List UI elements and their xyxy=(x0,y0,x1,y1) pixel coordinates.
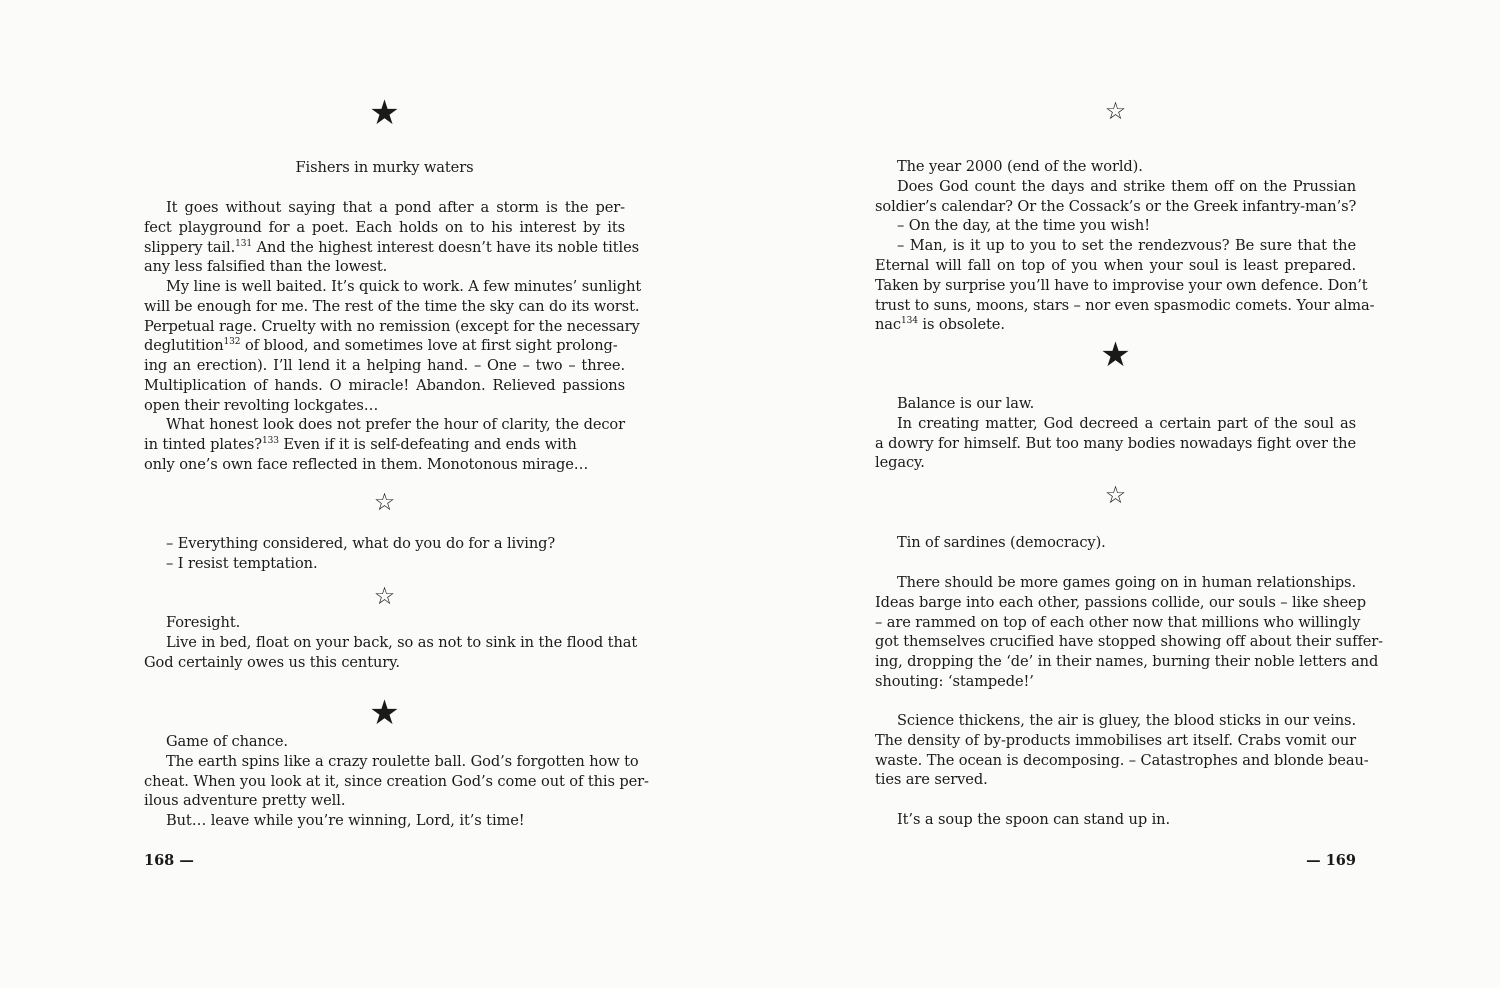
text-line: There should be more games going on in human relationships. xyxy=(897,574,1356,591)
hollow-star-ornament: ☆ xyxy=(1104,481,1127,509)
text-line xyxy=(144,238,639,258)
game-of-chance-block xyxy=(144,732,649,831)
balance-block xyxy=(875,394,1356,473)
dialogue-block xyxy=(144,534,625,574)
text-line: ing, dropping the ‘de’ in their names, burning their noble letters and xyxy=(875,653,1379,671)
text-line: will be enough for me. The rest of the time the sky can do its worst. xyxy=(144,297,640,315)
text-line: God certainly owes us this century. xyxy=(144,653,400,671)
text-line: ing an erection). I’ll lend it a helping hand. – One – two – three. xyxy=(144,357,625,375)
section-title xyxy=(144,158,625,178)
text-line: – I resist temptation. xyxy=(166,554,318,572)
text-line: – Everything considered, what do you do for a living? xyxy=(166,535,556,552)
paragraph-3 xyxy=(144,415,625,474)
solid-star-ornament: ★ xyxy=(369,693,400,733)
text-line: a dowry for himself. But too many bodies nowadays fight over the xyxy=(875,434,1356,452)
hollow-star-ornament: ☆ xyxy=(373,488,396,516)
text-line: It’s a soup the spoon can stand up in. xyxy=(897,811,1171,828)
foresight-block xyxy=(144,613,638,672)
text-line xyxy=(144,435,625,455)
paragraph-1 xyxy=(144,198,639,277)
footnote-ref: 133 xyxy=(261,435,279,446)
paragraph-2 xyxy=(144,277,642,416)
text-line: Live in bed, float on your back, so as not to sink in the flood that xyxy=(166,633,638,651)
text-line: legacy. xyxy=(875,454,925,472)
text-line: waste. The ocean is decomposing. – Catastrophes and blonde beau- xyxy=(875,751,1369,769)
text-line: soldier’s calendar? Or the Cossack’s or the Greek infantry-man’s? xyxy=(875,197,1357,215)
page-number: 168 — xyxy=(144,852,194,869)
text-line: Eternal will fall on top of you when your soul is least prepared. xyxy=(875,256,1356,274)
text-line: trust to suns, moons, stars – nor even spasmodic comets. Your alma- xyxy=(875,296,1375,314)
text-line: only one’s own face reflected in them. Monotonous mirage… xyxy=(144,455,589,473)
text-line: The earth spins like a crazy roulette ball. God’s forgotten how to xyxy=(166,752,639,770)
year-2000-block xyxy=(875,157,1375,335)
solid-star-ornament: ★ xyxy=(1100,335,1131,375)
text-span: in tinted plates? xyxy=(144,435,262,453)
text-line: Balance is our law. xyxy=(897,395,1035,412)
text-span: deglutition xyxy=(144,337,224,355)
text-line: The year 2000 (end of the world). xyxy=(897,158,1143,175)
hollow-star-ornament: ☆ xyxy=(373,582,396,610)
text-span: And the highest interest doesn’t have its noble titles xyxy=(252,238,639,256)
text-line: The density of by-products immobilises art itself. Crabs vomit our xyxy=(875,731,1356,749)
text-line: Tin of sardines (democracy). xyxy=(897,534,1106,551)
text-line: – On the day, at the time you wish! xyxy=(897,217,1150,235)
text-span: Even if it is self-defeating and ends with xyxy=(278,435,577,453)
section-title-text: Fishers in murky waters xyxy=(295,159,474,176)
footnote-ref: 132 xyxy=(223,337,241,348)
text-line: Foresight. xyxy=(166,614,241,631)
text-line: But… leave while you’re winning, Lord, it’s time! xyxy=(166,812,525,830)
sardines-paragraph-2 xyxy=(875,711,1369,790)
text-line: ties are served. xyxy=(875,771,988,789)
text-line: cheat. When you look at it, since creation God’s come out of this per- xyxy=(144,772,649,790)
text-line: ilous adventure pretty well. xyxy=(144,792,346,810)
text-line: In creating matter, God decreed a certain part of the soul as xyxy=(897,414,1356,432)
text-line: My line is well baited. It’s quick to work. A few minutes’ sunlight xyxy=(166,278,642,295)
text-line: Taken by surprise you’ll have to improvise your own defence. Don’t xyxy=(875,276,1368,294)
text-line: Ideas barge into each other, passions collide, our souls – like sheep xyxy=(875,593,1366,611)
text-line: Does God count the days and strike them off on the Prussian xyxy=(897,177,1356,195)
text-line: shouting: ‘stampede!’ xyxy=(875,672,1034,690)
footnote-ref: 131 xyxy=(235,238,253,249)
text-line: What honest look does not prefer the hour of clarity, the decor xyxy=(166,416,625,433)
text-line: any less falsified than the lowest. xyxy=(144,258,388,276)
sardines-paragraph-1 xyxy=(875,573,1384,692)
text-line: got themselves crucified have stopped showing off about their suffer- xyxy=(875,633,1384,651)
hollow-star-ornament: ☆ xyxy=(1104,97,1127,125)
text-span: of blood, and sometimes love at first sight prolong- xyxy=(240,337,618,355)
footnote-ref: 134 xyxy=(900,316,918,327)
text-line: Multiplication of hands. O miracle! Abandon. Relieved passions xyxy=(144,376,625,394)
text-line: – are rammed on top of each other now that millions who willingly xyxy=(875,613,1361,631)
text-line: open their revolting lockgates… xyxy=(144,396,379,414)
solid-star-ornament: ★ xyxy=(369,93,400,133)
text-span: is obsolete. xyxy=(917,316,1005,334)
text-line: fect playground for a poet. Each holds on to his interest by its xyxy=(144,218,625,236)
text-line: Perpetual rage. Cruelty with no remission (except for the necessary xyxy=(144,317,640,335)
text-line: – Man, is it up to you to set the rendezvous? Be sure that the xyxy=(897,237,1356,255)
text-line: Science thickens, the air is gluey, the blood sticks in our veins. xyxy=(897,712,1356,729)
text-line xyxy=(875,315,1356,335)
sardines-paragraph-3 xyxy=(875,810,1356,830)
sardines-title xyxy=(875,533,1356,553)
text-line xyxy=(144,336,625,356)
text-span: nac xyxy=(875,316,901,334)
text-line: Game of chance. xyxy=(166,733,288,750)
text-line: It goes without saying that a pond after a storm is the per- xyxy=(166,199,625,216)
text-span: slippery tail. xyxy=(144,238,236,256)
page-number: — 169 xyxy=(1306,852,1356,869)
